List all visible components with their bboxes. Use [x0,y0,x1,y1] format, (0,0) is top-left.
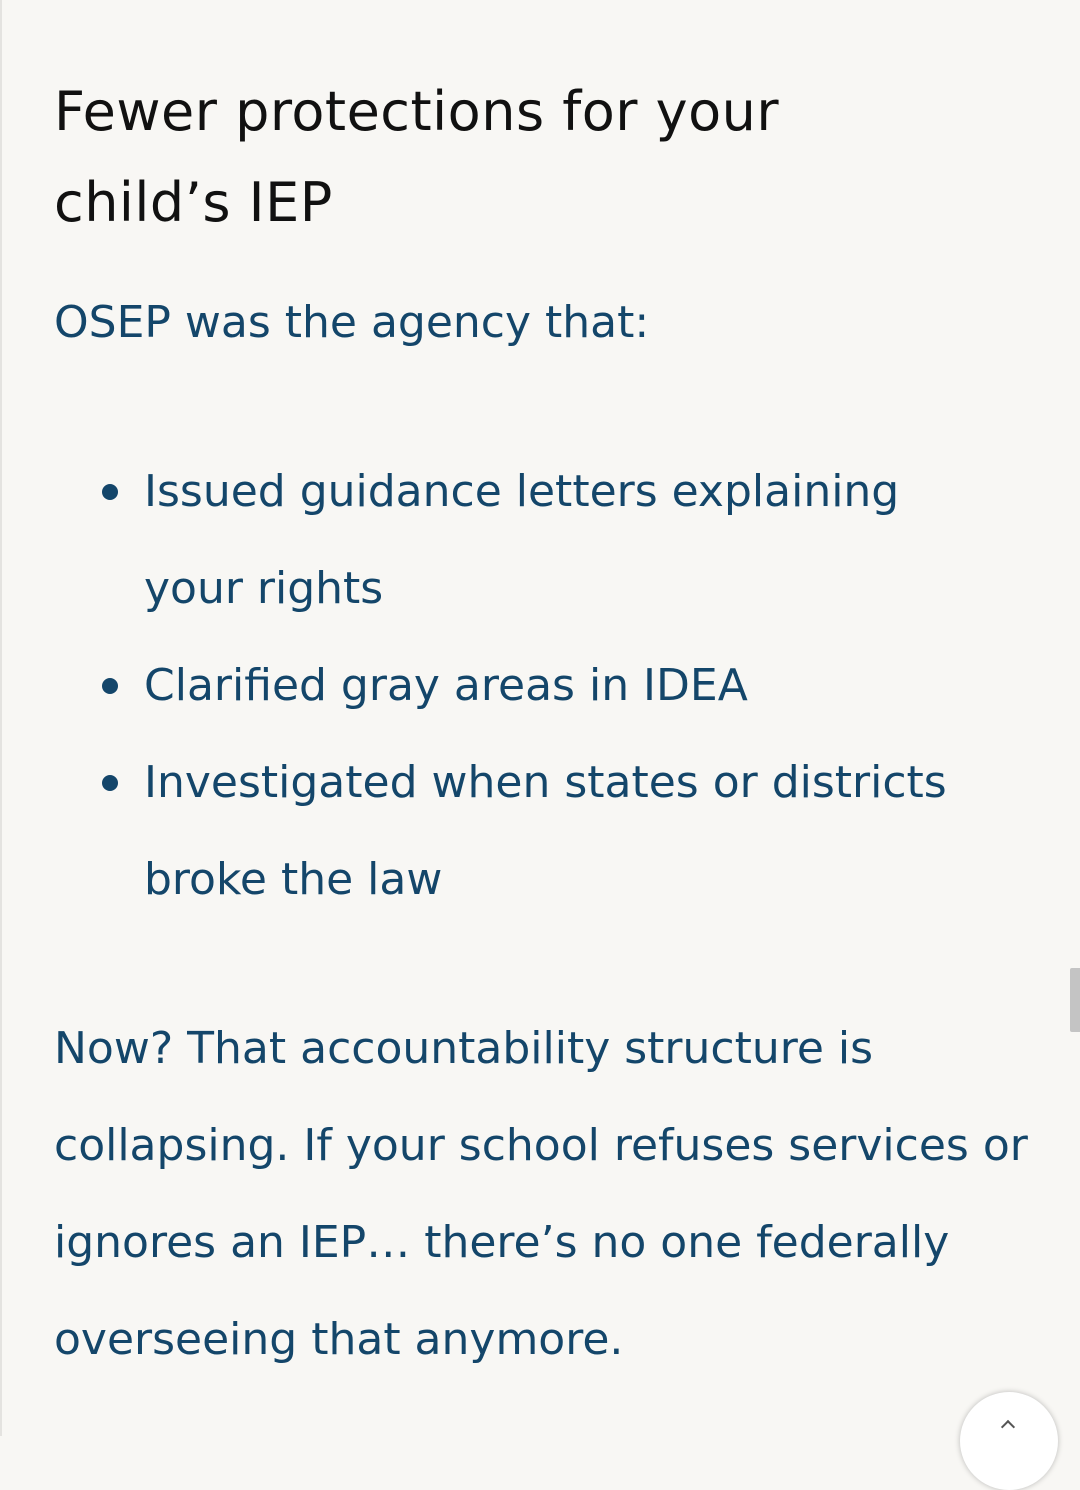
list-item-text: Issued guidance letters explaining your rights [144,466,900,614]
list-item [96,734,996,928]
intro-paragraph: OSEP was the agency that: [54,297,650,348]
scroll-to-top-button[interactable] [960,1392,1058,1490]
bullet-dot [102,678,118,694]
page-edge-divider [0,0,2,1436]
list-item [96,443,996,637]
bullet-list [96,443,996,928]
list-item [96,637,996,734]
scrollbar-thumb[interactable] [1070,968,1080,1032]
bullet-dot [102,484,118,500]
bullet-dot [102,775,118,791]
section-heading: Fewer protections for your child’s IEP [54,80,780,234]
chevron-up-icon [1001,1420,1015,1434]
list-item-text: Investigated when states or districts broke the law [144,757,947,905]
list-item-text: Clarified gray areas in IDEA [144,660,748,711]
closing-paragraph: Now? That accountability structure is collapsing. If your school refuses services or ignores an IEP… there’s no one federally overseeing that anymore. [54,1023,1028,1365]
